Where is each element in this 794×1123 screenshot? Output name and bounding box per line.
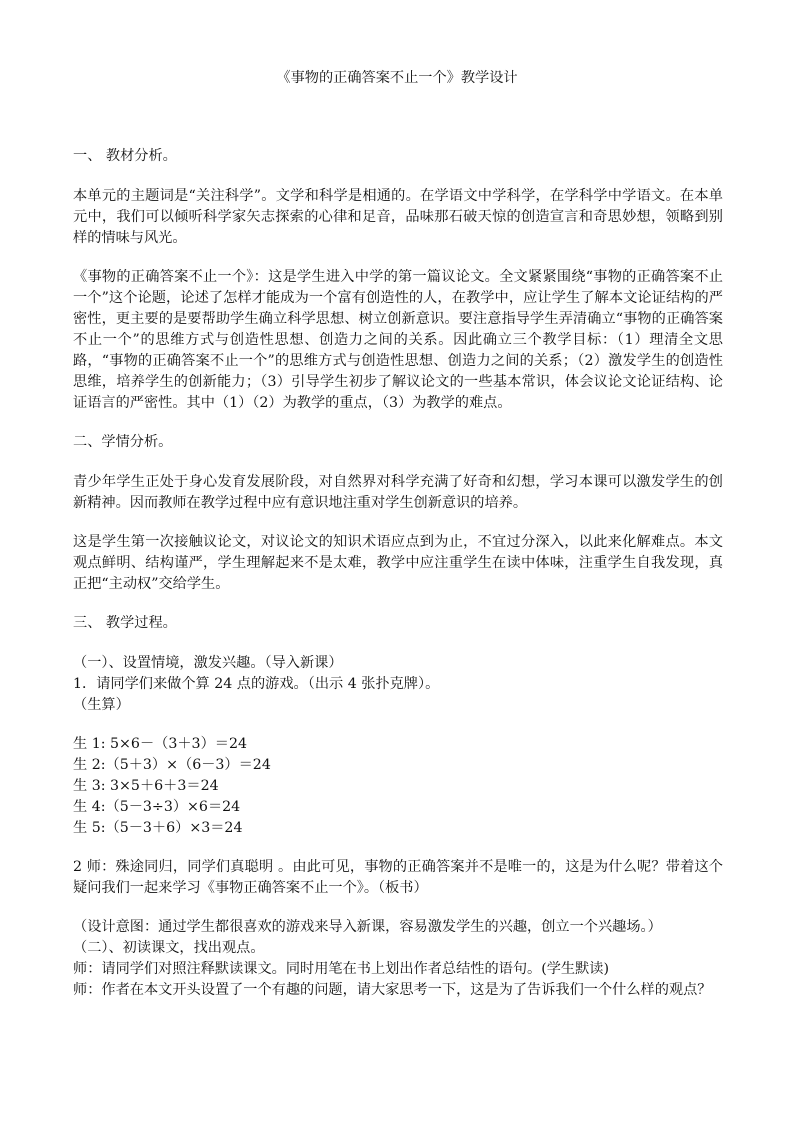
design-intent: （设计意图：通过学生都很喜欢的游戏来导入新课，容易激发学生的兴趣，创立一个兴趣场。） [73, 919, 662, 935]
section-2-paragraph-2: 这是学生第一次接触议论文，对议论文的知识术语应点到为止，不宜过分深入，以此来化解难点。本文观点鲜明、结构谨严，学生理解起来不是太难，教学中应注重学生在读中体味，注重学生自我发现，真正把“主动权”交给学生。 [73, 534, 723, 592]
section-1-paragraph-2: 《事物的正确答案不止一个》：这是学生进入中学的第一篇议论文。全文紧紧围绕“事物的正确答案不止一个”这个论题，论述了怎样才能成为一个富有创造性的人，在教学中，应让学生了解本文论证结构的严密性，更主要的是要帮助学生确立科学思想、树立创新意识。要注意指导学生弄清确立“事物的正确答案不止一个”的思维方式与创造性思想、创造力之间的关系。因此确立三个教学目标：（1）理清全文思路，“事物的正确答案不止一个”的思维方式与创造性思想、创造力之间的关系；（2）激发学生的创造性思维，培养学生的创新能力；（3）引导学生初步了解议论文的一些基本常识，体会议论文论证结构、论证语言的严密性。其中（1）（2）为教学的重点，（3）为教学的难点。 [73, 269, 723, 411]
document-title: 《事物的正确答案不止一个》教学设计 [276, 70, 518, 86]
calc-line: 生 3: 3×5＋6＋3＝24 [73, 778, 219, 794]
calc-line: 生 5:（5－3＋6）×3＝24 [73, 820, 243, 836]
subsection-2-heading: （二）、初读课文，找出观点。 [73, 940, 265, 956]
teacher-line-1: 师：请同学们对照注释默读课文。同时用笔在书上划出作者总结性的语句。(学生默读) [73, 961, 610, 977]
activity-item-2: 2 师：殊途同归，同学们真聪明 。由此可见，事物的正确答案并不是唯一的，这是为什么呢？带着这个疑问我们一起来学习《事物正确答案不止一个》。（板书） [73, 859, 723, 896]
section-1-heading: 一、 教材分析。 [73, 148, 177, 164]
section-3-heading: 三、 教学过程。 [73, 615, 177, 631]
section-2-heading: 二、学情分析。 [73, 434, 173, 450]
calc-line: 生 2:（5＋3）×（6－3）＝24 [73, 757, 271, 773]
calc-line: 生 4:（5－3÷3）×6＝24 [73, 799, 241, 815]
section-2-paragraph-1: 青少年学生正处于身心发育发展阶段，对自然界对科学充满了好奇和幻想，学习本课可以激发学生的创新精神。因而教师在教学过程中应有意识地注重对学生创新意识的培养。 [73, 474, 723, 511]
calc-line: 生 1: 5×6－（3＋3）＝24 [73, 736, 247, 752]
activity-item-1: 1．请同学们来做个算 24 点的游戏。（出示 4 张扑克牌）。 [73, 676, 440, 692]
teacher-line-2: 师：作者在本文开头设置了一个有趣的问题，请大家思考一下，这是为了告诉我们一个什么样的观点？ [73, 982, 712, 998]
section-1-paragraph-1: 本单元的主题词是“关注科学”。文学和科学是相通的。在学语文中学科学，在学科学中学语文。在本单元中，我们可以倾听科学家矢志探索的心律和足音，品味那石破天惊的创造宣言和奇思妙想，领略到别样的情味与风光。 [73, 188, 723, 246]
document-body [73, 146, 723, 1001]
subsection-1-heading: （一）、设置情境，激发兴趣。（导入新课） [73, 655, 343, 671]
activity-item-1-note: （生算） [73, 697, 130, 713]
